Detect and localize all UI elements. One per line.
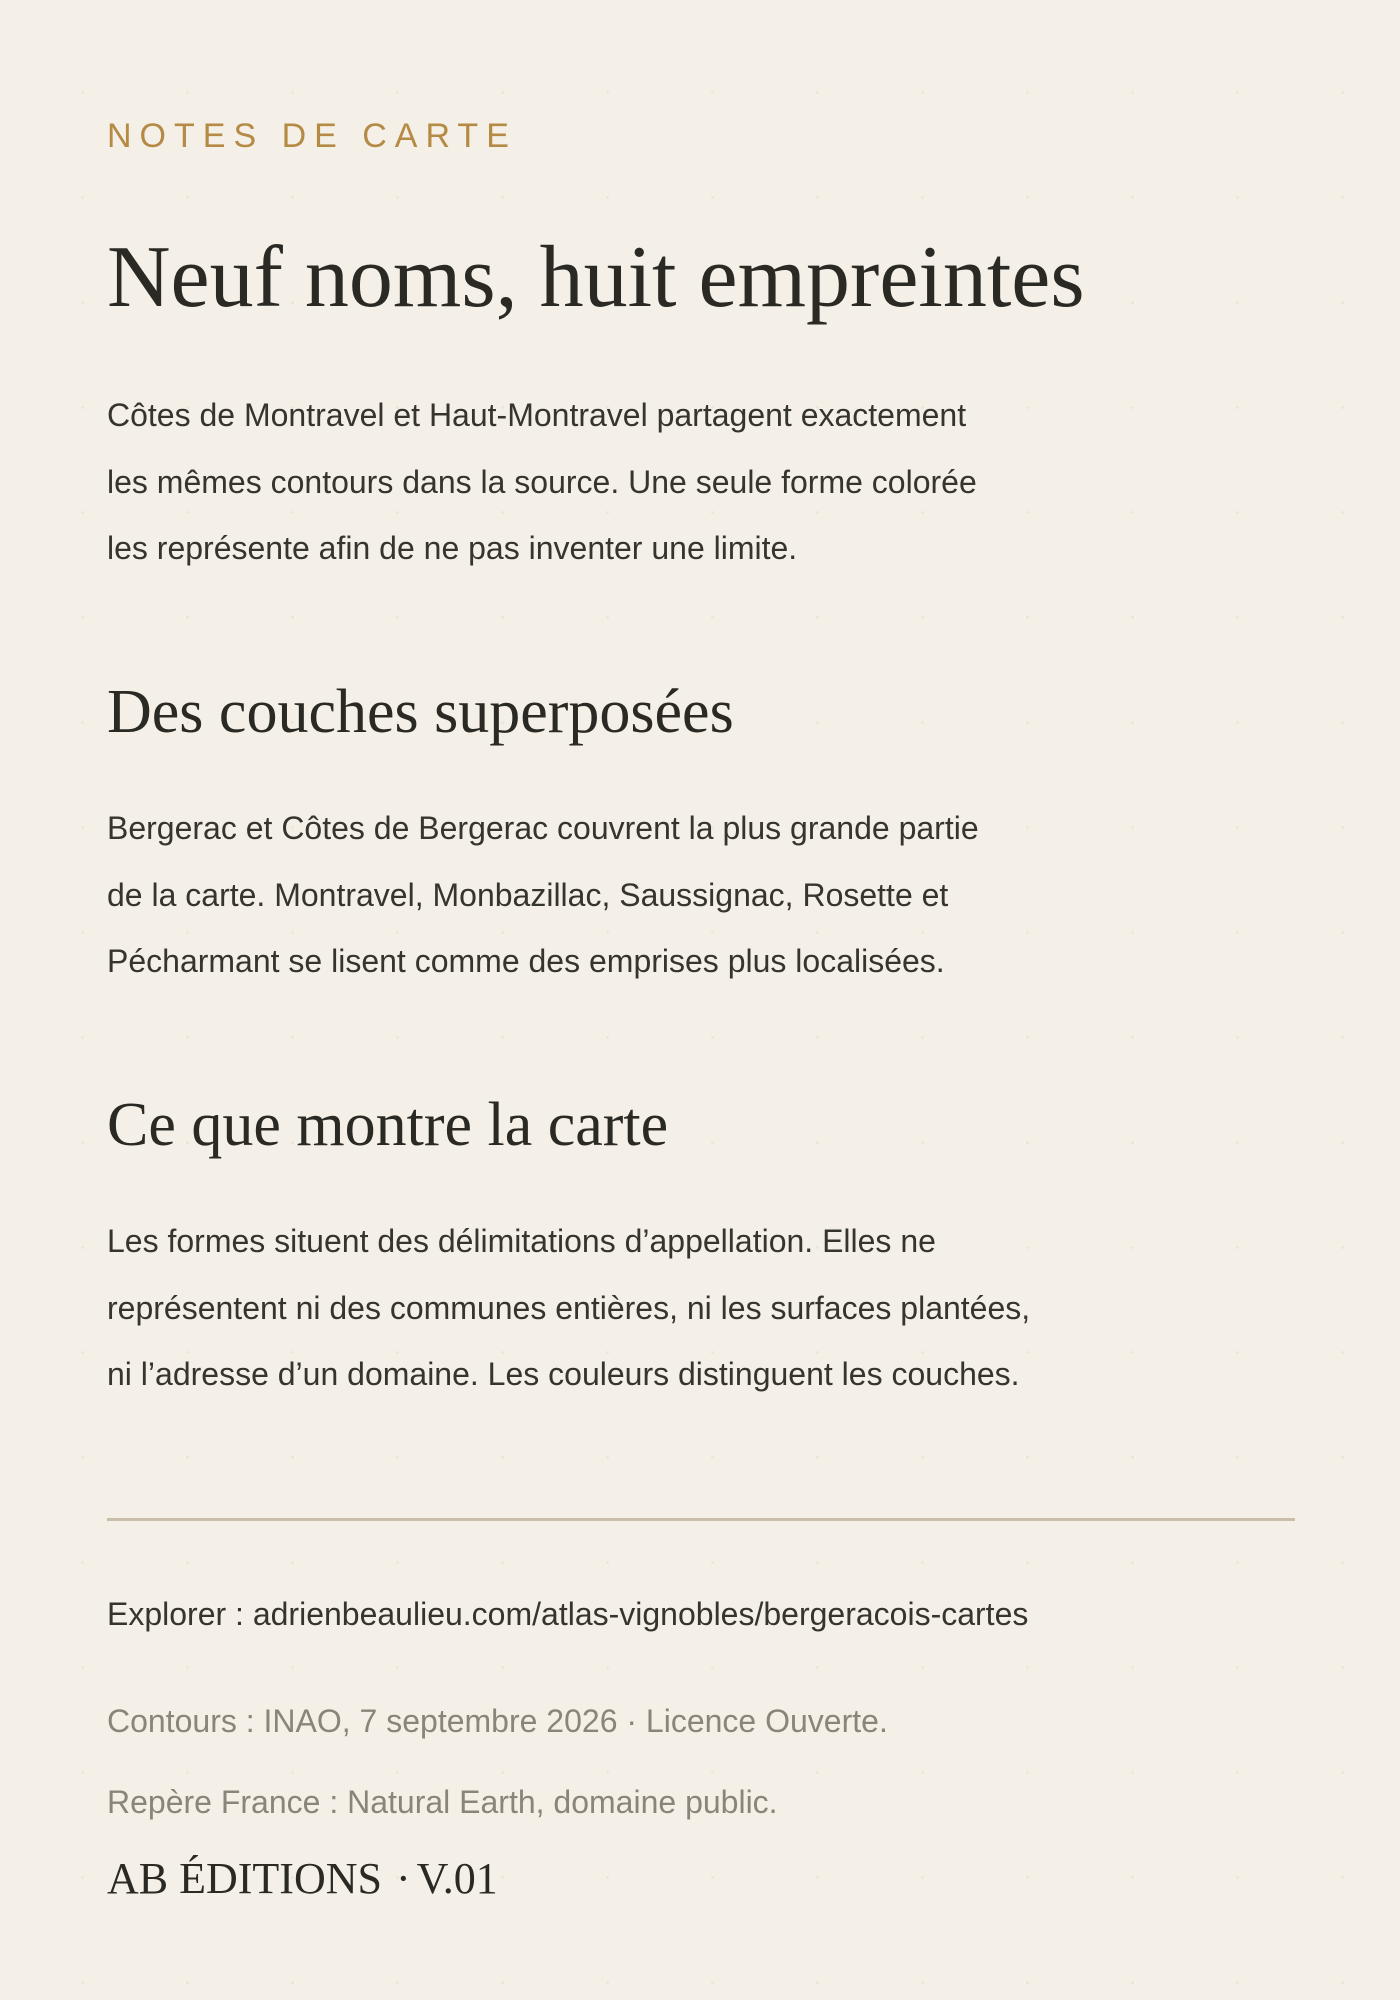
map-line: Les formes situent des délimitations d’appellation. Elles ne — [107, 1223, 936, 1259]
section-kicker: NOTES DE CARTE — [107, 117, 517, 155]
intro-paragraph — [107, 382, 1187, 582]
explore-link[interactable]: Explorer : adrienbeaulieu.com/atlas-vignobles/bergeracois-cartes — [107, 1596, 1029, 1632]
intro-line: les représente afin de ne pas inventer une limite. — [107, 530, 798, 566]
map-paragraph — [107, 1208, 1187, 1408]
intro-line: Côtes de Montravel et Haut-Montravel partagent exactement — [107, 397, 967, 433]
brand-separator: · — [395, 1854, 411, 1903]
page-title: Neuf noms, huit empreintes — [107, 229, 1085, 326]
map-line: représentent ni des communes entières, ni les surfaces plantées, — [107, 1289, 1031, 1326]
layers-paragraph — [107, 795, 1187, 995]
version-label: V.01 — [416, 1854, 498, 1903]
intro-line: les mêmes contours dans la source. Une seule forme colorée — [107, 463, 977, 500]
footer-divider — [107, 1518, 1295, 1521]
contours-credit: Contours : INAO, 7 septembre 2026 · Licence Ouverte. — [107, 1703, 888, 1739]
map-line: ni l’adresse d’un domaine. Les couleurs distinguent les couches. — [107, 1356, 1020, 1392]
layers-line: de la carte. Montravel, Monbazillac, Saussignac, Rosette et — [107, 876, 949, 913]
basemap-credit: Repère France : Natural Earth, domaine public. — [107, 1784, 778, 1820]
section-heading-map: Ce que montre la carte — [107, 1091, 669, 1159]
layers-line: Bergerac et Côtes de Bergerac couvrent la plus grande partie — [107, 810, 979, 846]
layers-line: Pécharmant se lisent comme des emprises plus localisées. — [107, 943, 945, 979]
publisher-mark — [107, 1852, 498, 1906]
section-heading-layers: Des couches superposées — [107, 678, 734, 746]
publisher-name: AB ÉDITIONS — [107, 1854, 382, 1903]
